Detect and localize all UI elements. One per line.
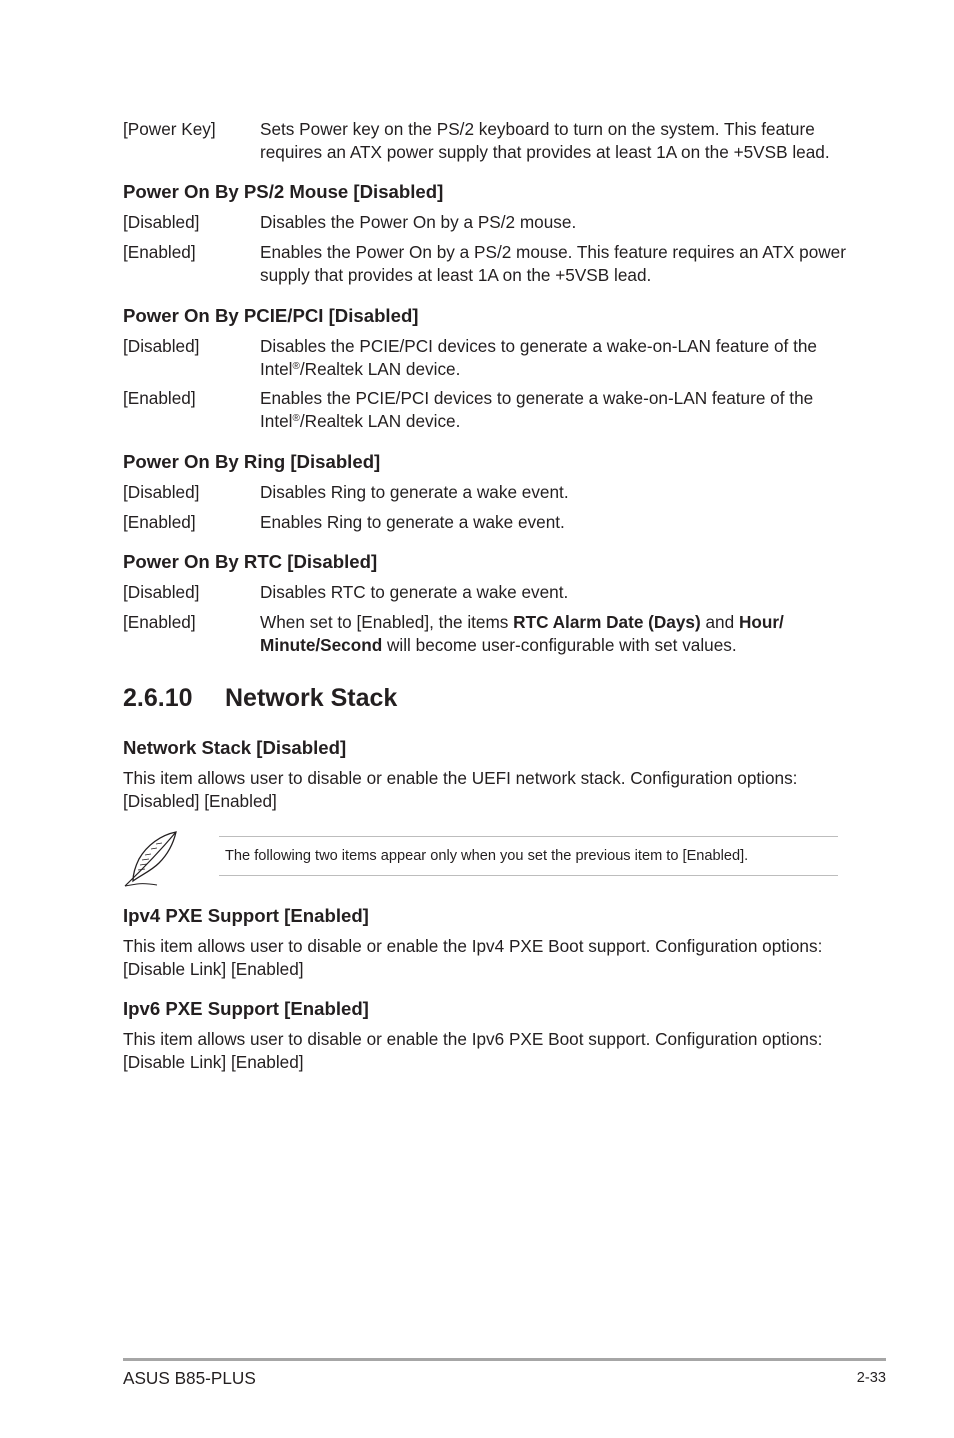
section-heading: Power On By RTC [Disabled] — [123, 551, 378, 572]
section-heading: Power On By PCIE/PCI [Disabled] — [123, 305, 419, 326]
option-description: Enables the PCIE/PCI devices to generate a wake-on-LAN feature of the Intel®/Realtek LAN device. — [260, 388, 814, 431]
paragraph: This item allows user to disable or enable the UEFI network stack. Configuration options: [Disabled] [Enabled] — [123, 768, 798, 811]
option-key: [Enabled] — [123, 388, 196, 408]
footer-rule — [123, 1358, 886, 1361]
bold-term: Hour/ Minute/Second — [260, 612, 784, 655]
note-text: The following two items appear only when you set the previous item to [Enabled]. — [225, 848, 749, 864]
option-description: Disables the Power On by a PS/2 mouse. — [260, 212, 577, 232]
option-key: [Disabled] — [123, 212, 200, 232]
section-heading: Power On By Ring [Disabled] — [123, 451, 381, 472]
option-key: [Enabled] — [123, 242, 196, 262]
option-description: Disables RTC to generate a wake event. — [260, 582, 569, 602]
option-description: Enables the Power On by a PS/2 mouse. This feature requires an ATX power supply that provides at least 1A on the +5VSB lead. — [260, 242, 846, 285]
option-key: [Disabled] — [123, 582, 200, 602]
section-heading: Ipv4 PXE Support [Enabled] — [123, 905, 369, 926]
option-key: [Disabled] — [123, 482, 200, 502]
section-name: Network Stack — [225, 684, 398, 712]
registered-mark: ® — [292, 413, 300, 424]
option-description: Sets Power key on the PS/2 keyboard to turn on the system. This feature requires an ATX power supply that provides at least 1A on the +5VSB lead. — [260, 119, 830, 162]
option-key: [Disabled] — [123, 336, 200, 356]
note-top-rule — [219, 836, 838, 837]
section-heading: Power On By PS/2 Mouse [Disabled] — [123, 181, 444, 202]
option-key: [Power Key] — [123, 119, 216, 139]
bold-term: RTC Alarm Date (Days) — [513, 612, 701, 632]
option-description: When set to [Enabled], the items RTC Alarm Date (Days) and Hour/ Minute/Second will become user-configurable with set values. — [260, 612, 784, 655]
feather-quill-icon — [121, 829, 181, 889]
paragraph: This item allows user to disable or enable the Ipv6 PXE Boot support. Configuration options: [Disable Link] [Enabled] — [123, 1029, 823, 1072]
option-description: Disables the PCIE/PCI devices to generate a wake-on-LAN feature of the Intel®/Realtek LAN device. — [260, 336, 817, 379]
option-description: Disables Ring to generate a wake event. — [260, 482, 569, 502]
section-title — [123, 682, 397, 714]
footer-product-name: ASUS B85-PLUS — [123, 1368, 256, 1388]
option-key: [Enabled] — [123, 512, 196, 532]
option-key: [Enabled] — [123, 612, 196, 632]
section-heading: Ipv6 PXE Support [Enabled] — [123, 998, 369, 1019]
paragraph: This item allows user to disable or enable the Ipv4 PXE Boot support. Configuration options: [Disable Link] [Enabled] — [123, 936, 823, 979]
note-bottom-rule — [219, 875, 838, 876]
option-description: Enables Ring to generate a wake event. — [260, 512, 565, 532]
section-number: 2.6.10 — [123, 684, 193, 712]
section-heading: Network Stack [Disabled] — [123, 737, 347, 758]
page-number: 2-33 — [856, 1370, 886, 1386]
registered-mark: ® — [292, 361, 300, 372]
